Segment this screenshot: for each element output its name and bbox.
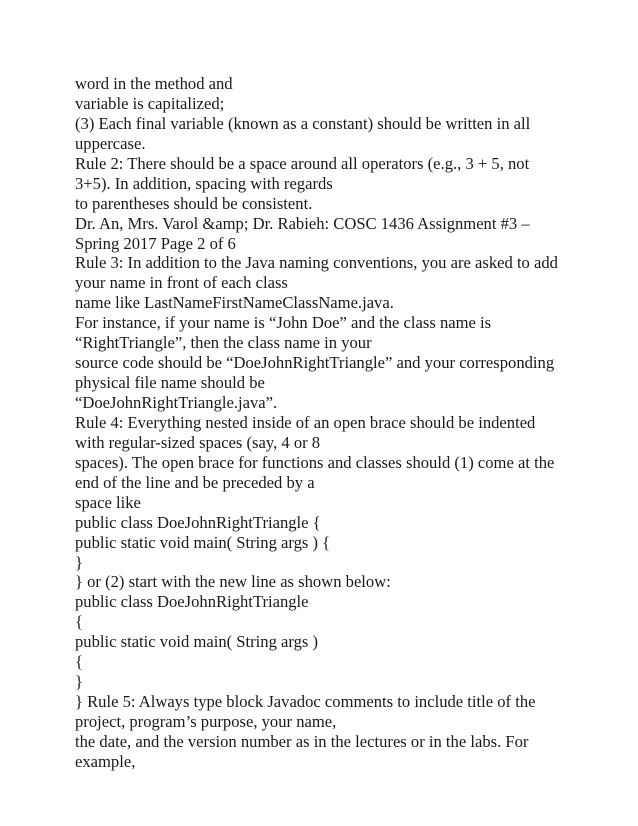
text-line: (3) Each final variable (known as a constant) should be written in all	[75, 113, 531, 133]
text-line: project, program’s purpose, your name,	[75, 712, 337, 731]
text-line: } or (2) start with the new line as shown below:	[75, 572, 391, 592]
text-line: name like LastNameFirstNameClassName.java.	[75, 293, 394, 313]
code-line: }	[75, 552, 83, 572]
text-line: to parentheses should be consistent.	[75, 193, 313, 213]
text-line: your name in front of each class	[75, 273, 288, 293]
page-header-line: Dr. An, Mrs. Varol &amp; Dr. Rabieh: COSC 1436 Assignment #3 –	[75, 213, 530, 233]
text-line: the date, and the version number as in the lectures or in the labs. For	[75, 731, 529, 751]
rule-4-line: Rule 4: Everything nested inside of an open brace should be indented	[75, 412, 536, 432]
text-line: source code should be “DoeJohnRightTriangle” and your corresponding	[75, 353, 555, 373]
document-page	[75, 74, 575, 772]
text-line: “RightTriangle”, then the class name in your	[75, 333, 372, 353]
text-line: For instance, if your name is “John Doe” and the class name is	[75, 313, 492, 333]
text-line: physical file name should be	[75, 373, 265, 393]
text-line: word in the method and	[75, 74, 233, 93]
code-line: {	[75, 652, 83, 672]
text-line: space like	[75, 492, 141, 512]
code-line: public static void main( String args ) {	[75, 532, 331, 552]
text-line: example,	[75, 751, 136, 771]
text-line: variable is capitalized;	[75, 93, 225, 113]
code-line: public class DoeJohnRightTriangle	[75, 592, 309, 612]
text-line: “DoeJohnRightTriangle.java”.	[75, 393, 278, 412]
text-line: with regular-sized spaces (say, 4 or 8	[75, 432, 321, 452]
page-header-line: Spring 2017 Page 2 of 6	[75, 233, 236, 253]
text-line: uppercase.	[75, 133, 146, 153]
rule-3-line: Rule 3: In addition to the Java naming conventions, you are asked to add	[75, 253, 558, 273]
text-line: spaces). The open brace for functions and classes should (1) come at the	[75, 452, 555, 472]
code-line: public class DoeJohnRightTriangle {	[75, 512, 321, 532]
code-line: public static void main( String args )	[75, 632, 319, 652]
code-line: }	[75, 672, 83, 692]
text-line: 3+5). In addition, spacing with regards	[75, 173, 333, 193]
rule-2-line: Rule 2: There should be a space around all operators (e.g., 3 + 5, not	[75, 153, 530, 173]
code-line: {	[75, 612, 83, 632]
rule-5-line: } Rule 5: Always type block Javadoc comments to include title of the	[75, 692, 536, 712]
text-line: end of the line and be preceded by a	[75, 472, 315, 492]
